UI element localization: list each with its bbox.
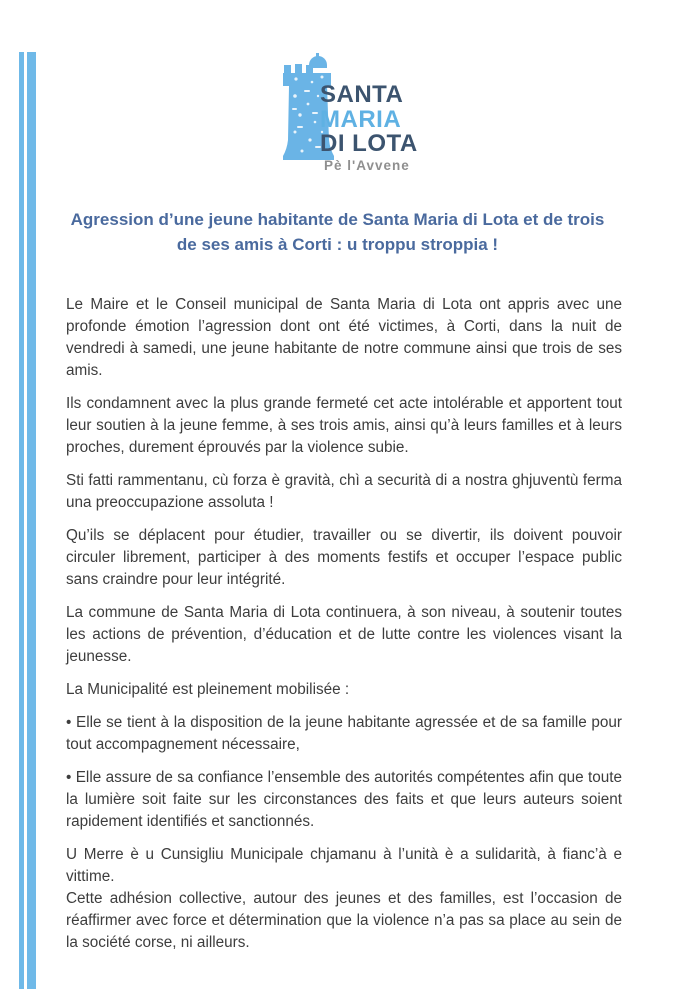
- logo-word-di-lota: DI LOTA: [320, 130, 418, 157]
- left-accent-stripe-thick: [27, 52, 36, 989]
- paragraph: Ils condamnent avec la plus grande fermeté cet acte intolérable et apportent tout leur soutien à la jeune femme, à ses trois amis, ainsi qu’à leurs familles et à leurs proches, durement éprouvés par la violence subie.: [66, 395, 622, 456]
- page-title-line1: Agression d’une jeune habitante de Santa Maria di Lota et de trois: [70, 210, 605, 229]
- paragraph: Le Maire et le Conseil municipal de Santa Maria di Lota ont appris avec une profonde émotion l’agression dont ont été victimes, à Corti, dans la nuit de vendredi à samedi, une jeune habitante de notre commune ainsi que trois de ses amis.: [66, 296, 622, 379]
- logo-word-maria: MARIA: [320, 105, 402, 133]
- paragraph: Cette adhésion collective, autour des jeunes et des familles, est l’occasion de réaffirmer avec force et détermination que la violence n’a pas sa place au sein de la société corse, ni ailleurs.: [66, 890, 622, 951]
- paragraph: La Municipalité est pleinement mobilisée :: [66, 681, 350, 698]
- page-title-line2: de ses amis à Corti : u troppu stroppia !: [176, 235, 499, 254]
- logo-word-santa: SANTA: [320, 81, 404, 108]
- left-accent-stripe-thin: [19, 52, 24, 989]
- press-release-body: [66, 294, 622, 954]
- logo-wordmark: [320, 83, 418, 157]
- page-title: [30, 207, 645, 257]
- logo-tagline: Pè l'Avvene: [324, 158, 410, 173]
- paragraph: U Merre è u Cunsigliu Municipale chjamanu à l’unità è a sulidarità, à fianc’à e vittime.: [66, 846, 622, 885]
- press-release-page: [0, 52, 675, 989]
- paragraph: La commune de Santa Maria di Lota continuera, à son niveau, à soutenir toutes les actions de prévention, d’éducation et de lutte contre les violences visant la jeunesse.: [66, 604, 622, 665]
- commune-logo: [282, 52, 452, 180]
- bullet-item: • Elle assure de sa confiance l’ensemble des autorités compétentes afin que toute la lumière soit faite sur les circonstances des faits et que leurs auteurs soient rapidement identifiés et sanctionnés.: [66, 769, 622, 830]
- paragraph: Sti fatti rammentanu, cù forza è gravità, chì a securità di a nostra ghjuventù ferma una preoccupazione assoluta !: [66, 472, 622, 511]
- bullet-item: • Elle se tient à la disposition de la jeune habitante agressée et de sa famille pour tout accompagnement nécessaire,: [66, 714, 622, 753]
- paragraph: Qu’ils se déplacent pour étudier, travailler ou se divertir, ils doivent pouvoir circuler librement, participer à des moments festifs et occuper l’espace public sans craindre pour leur intégrité.: [66, 527, 622, 588]
